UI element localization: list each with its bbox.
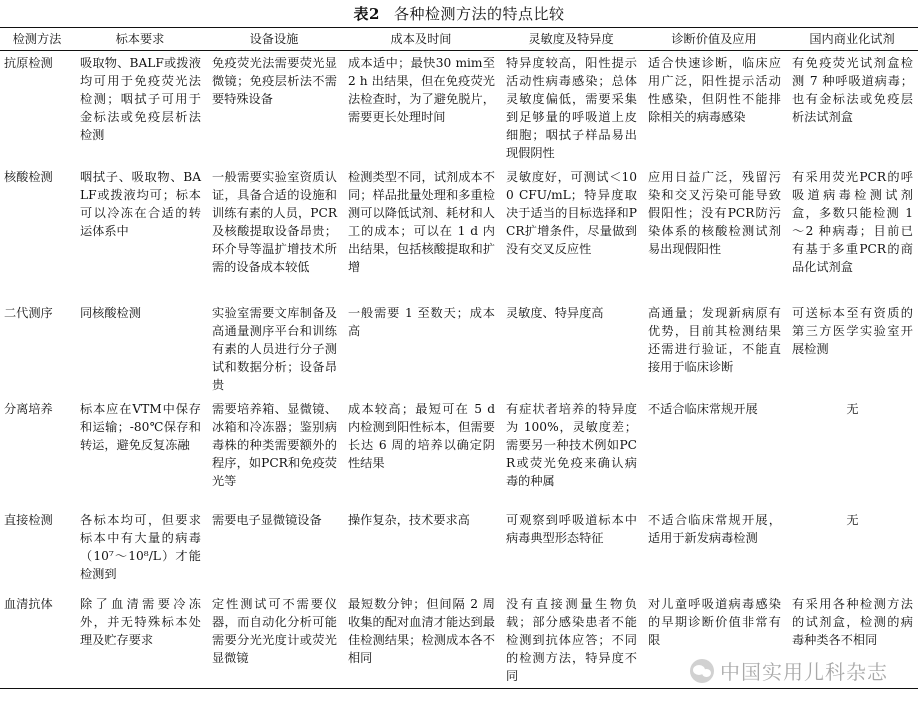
header-equipment: 设备设施 xyxy=(249,32,299,46)
cell-specimen: 同核酸检测 xyxy=(80,306,141,320)
cell-reagents: 有采用荧光PCR的呼吸道病毒检测试剂盒，多数只能检测 1～2 种病毒；目前已有基于多重PCR的商品化试剂盒 xyxy=(792,170,913,274)
table-title: 各种检测方法的特点比较 xyxy=(393,5,565,23)
cell-method: 直接检测 xyxy=(4,513,53,527)
table-number: 表2 xyxy=(353,5,380,23)
header-value: 诊断价值及应用 xyxy=(671,32,757,46)
header-method: 检测方法 xyxy=(12,32,62,46)
watermark xyxy=(690,656,888,685)
cell-specimen: 各标本均可，但要求标本中有大量的病毒（10⁷～10⁸/L）才能检测到 xyxy=(80,513,201,581)
cell-reagents: 无 xyxy=(846,513,859,527)
header-sensitivity: 灵敏度及特异度 xyxy=(528,32,614,46)
cell-reagents: 有免疫荧光试剂盒检测 7 种呼吸道病毒；也有金标法或免疫层析法试剂盒 xyxy=(792,56,913,124)
cell-cost-time: 最短数分钟；但间隔 2 周收集的配对血清才能达到最佳检测结果；检测成本各不相同 xyxy=(348,597,495,665)
table-row xyxy=(0,397,918,508)
cell-sensitivity: 有症状者培养的特异度为 100%，灵敏度差；需要另一种技术例如PCR或荧光免疫来确认病毒的种属 xyxy=(506,402,637,488)
cell-sensitivity: 特异度较高，阳性提示活动性病毒感染；总体灵敏度偏低，需要采集到足够量的呼吸道上皮细胞；咽拭子样品易出现假阴性 xyxy=(506,56,637,160)
header-specimen: 标本要求 xyxy=(115,32,165,46)
cell-specimen: 吸取物、BALF或拨液均可用于免疫荧光法检测；咽拭子可用于金标法或免疫层析法检测 xyxy=(80,56,201,142)
cell-sensitivity: 灵敏度、特异度高 xyxy=(506,306,604,320)
cell-specimen: 咽拭子、吸取物、BALF或拨液均可；标本可以冷冻在合适的转运体系中 xyxy=(80,170,201,238)
cell-method: 血清抗体 xyxy=(4,597,53,611)
cell-method: 分离培养 xyxy=(4,402,53,416)
cell-value: 高通量；发现新病原有优势，目前其检测结果还需进行验证，不能直接用于临床诊断 xyxy=(648,306,781,374)
cell-equipment: 需要电子显微镜设备 xyxy=(212,513,322,527)
cell-sensitivity: 灵敏度好，可测试＜100 CFU/mL；特异度取决于适当的目标选择和PCR扩增条件，尽量做到没有交叉反应性 xyxy=(506,170,637,256)
cell-value: 对儿童呼吸道病毒感染的早期诊断价值非常有限 xyxy=(648,597,781,647)
table-header-row xyxy=(0,28,918,51)
cell-sensitivity: 没有直接测量生物负载；部分感染患者不能检测到抗体应答；不同的检测方法，特异度不同 xyxy=(506,597,637,683)
cell-value: 适合快速诊断，临床应用广泛，阳性提示活动性感染，但阴性不能排除相关的病毒感染 xyxy=(648,56,781,124)
cell-method: 二代测序 xyxy=(4,306,53,320)
cell-value: 应用日益广泛，残留污染和交叉污染可能导致假阳性；没有PCR防污染体系的核酸检测试剂易出现假阳性 xyxy=(648,170,781,256)
table-row xyxy=(0,508,918,592)
cell-method: 抗原检测 xyxy=(4,56,53,70)
wechat-icon xyxy=(690,659,714,683)
cell-equipment: 实验室需要文库制备及高通量测序平台和训练有素的人员进行分子测试和数据分析；设备昂贵 xyxy=(212,306,337,392)
table-row xyxy=(0,301,918,397)
cell-cost-time: 操作复杂，技术要求高 xyxy=(348,513,470,527)
cell-value: 不适合临床常规开展 xyxy=(648,402,758,416)
cell-cost-time: 成本适中；最快30 mim至 2 h 出结果，但在免疫荧光法检查时，为了避免脱片，需要更长处理时间 xyxy=(348,56,495,124)
cell-reagents: 无 xyxy=(846,402,859,416)
cell-cost-time: 检测类型不同，试剂成本不同；样品批量处理和多重检测可以降低试剂、耗材和人工的成本；可以在 1 d 内出结果，包括核酸提取和扩增 xyxy=(348,170,495,274)
cell-reagents: 有采用各种检测方法的试剂盒，检测的病毒种类各不相同 xyxy=(792,597,913,647)
watermark-text: 中国实用儿科杂志 xyxy=(720,660,888,684)
cell-reagents: 可送标本至有资质的第三方医学实验室开展检测 xyxy=(792,306,913,356)
table-row xyxy=(0,51,918,166)
cell-equipment: 定性测试可不需要仪器，而自动化分析可能需要分光光度计或荧光显微镜 xyxy=(212,597,337,665)
header-reagents: 国内商业化试剂 xyxy=(809,32,895,46)
cell-sensitivity: 可观察到呼吸道标本中病毒典型形态特征 xyxy=(506,513,637,545)
cell-cost-time: 一般需要 1 至数天；成本高 xyxy=(348,306,495,338)
comparison-table xyxy=(0,27,918,689)
cell-specimen: 除了血清需要冷冻外，并无特殊标本处理及贮存要求 xyxy=(80,597,201,647)
cell-value: 不适合临床常规开展，适用于新发病毒检测 xyxy=(648,513,781,545)
cell-cost-time: 成本较高；最短可在 5 d 内检测到阳性标本，但需要长达 6 周的培养以确定阴性结果 xyxy=(348,402,495,470)
table-caption xyxy=(0,4,918,24)
cell-method: 核酸检测 xyxy=(4,170,53,184)
cell-equipment: 一般需要实验室资质认证，具备合适的设施和训练有素的人员，PCR及核酸提取设备昂贵；环介导等温扩增技术所需的设备成本较低 xyxy=(212,170,337,274)
cell-equipment: 需要培养箱、显微镜、冰箱和冷冻器；鉴别病毒株的种类需要额外的程序，如PCR和免疫荧光等 xyxy=(212,402,337,488)
header-cost-time: 成本及时间 xyxy=(390,32,452,46)
table-row xyxy=(0,165,918,301)
cell-specimen: 标本应在VTM中保存和运输；-80℃保存和转运，避免反复冻融 xyxy=(80,402,201,452)
cell-equipment: 免疫荧光法需要荧光显微镜；免疫层析法不需要特殊设备 xyxy=(212,56,337,106)
